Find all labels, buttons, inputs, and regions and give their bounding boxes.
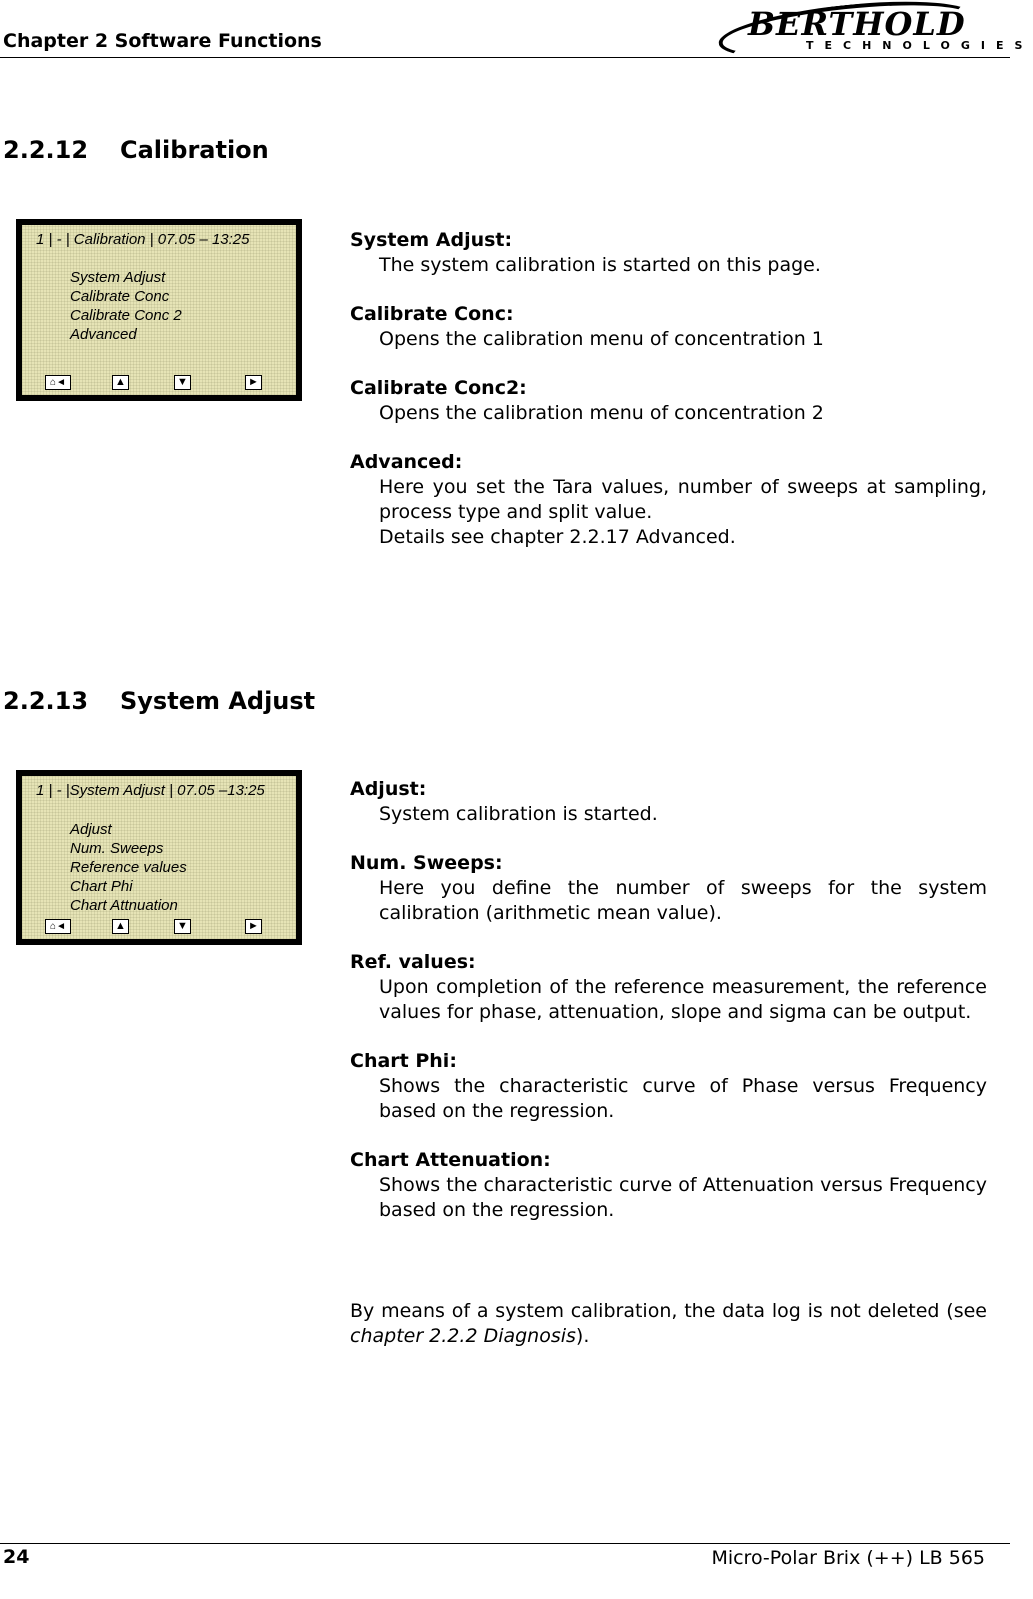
definition: Opens the calibration menu of concentration 1 xyxy=(379,328,824,350)
footer-divider xyxy=(0,1543,1010,1544)
section-number: 2.2.13 xyxy=(3,687,89,715)
term-chart-attenuation: Chart Attenuation: xyxy=(350,1149,551,1171)
section-heading-system-adjust xyxy=(3,687,315,715)
calibration-descriptions xyxy=(350,228,987,574)
section-title: Calibration xyxy=(120,136,269,164)
section-number: 2.2.12 xyxy=(3,136,89,164)
definition: Shows the characteristic curve of Attenuation versus Frequency based on the regression. xyxy=(379,1174,987,1221)
chapter-reference: chapter 2.2.2 Diagnosis xyxy=(350,1325,576,1347)
logo-subtext: TECHNOLOGIES xyxy=(806,39,1033,52)
screen-menu-item[interactable]: Chart Phi xyxy=(70,878,133,895)
up-arrow-button[interactable]: ▲ xyxy=(112,919,129,934)
screen-menu-item[interactable]: System Adjust xyxy=(70,269,166,286)
definition: Shows the characteristic curve of Phase versus Frequency based on the regression. xyxy=(379,1075,987,1122)
term-ref-values: Ref. values: xyxy=(350,951,476,973)
berthold-logo xyxy=(718,3,1033,55)
screen-menu-item[interactable]: Chart Attnuation xyxy=(70,897,178,914)
term-system-adjust: System Adjust: xyxy=(350,229,513,251)
definition: System calibration is started. xyxy=(379,803,658,825)
term-adjust: Adjust: xyxy=(350,778,427,800)
definition: Opens the calibration menu of concentration 2 xyxy=(379,402,824,424)
screen-menu-item[interactable]: Calibrate Conc 2 xyxy=(70,307,182,324)
chapter-title: Chapter 2 Software Functions xyxy=(3,30,322,52)
down-arrow-button[interactable]: ▼ xyxy=(174,375,191,390)
screen-menu-item[interactable]: Reference values xyxy=(70,859,187,876)
definition: Here you set the Tara values, number of sweeps at sampling, process type and split value. Details see chapter 2.2.17 Advanced. xyxy=(379,476,987,548)
definition: The system calibration is started on this page. xyxy=(379,254,821,276)
system-adjust-descriptions xyxy=(350,777,987,1247)
system-calibration-note: By means of a system calibration, the data log is not deleted (see chapter 2.2.2 Diagnosis). xyxy=(350,1300,987,1347)
screen-menu xyxy=(70,820,187,915)
right-arrow-button[interactable]: ► xyxy=(245,375,262,390)
screen-menu-item[interactable]: Calibrate Conc xyxy=(70,288,170,305)
term-chart-phi: Chart Phi: xyxy=(350,1050,457,1072)
screen-status-line: 1 | - | Calibration | 07.05 – 13:25 xyxy=(36,231,250,248)
up-arrow-button[interactable]: ▲ xyxy=(112,375,129,390)
screen-menu-item[interactable]: Adjust xyxy=(70,821,112,838)
home-back-button[interactable]: ⌂◄ xyxy=(45,375,71,390)
screen-menu-item[interactable]: Num. Sweeps xyxy=(70,840,164,857)
logo-text: BERTHOLD xyxy=(748,5,966,43)
term-advanced: Advanced: xyxy=(350,451,463,473)
definition: Here you define the number of sweeps for the system calibration (arithmetic mean value). xyxy=(379,877,987,924)
page-number: 24 xyxy=(3,1546,30,1568)
section-heading-calibration xyxy=(3,136,269,164)
screen-menu-item[interactable]: Advanced xyxy=(70,326,137,343)
home-back-button[interactable]: ⌂◄ xyxy=(45,919,71,934)
system-adjust-screen xyxy=(16,770,302,945)
header-divider xyxy=(0,57,1010,58)
section-title: System Adjust xyxy=(120,687,316,715)
screen-menu xyxy=(70,268,182,344)
term-num-sweeps: Num. Sweeps: xyxy=(350,852,503,874)
down-arrow-button[interactable]: ▼ xyxy=(174,919,191,934)
product-name: Micro-Polar Brix (++) LB 565 xyxy=(711,1547,985,1569)
term-calibrate-conc: Calibrate Conc: xyxy=(350,303,514,325)
right-arrow-button[interactable]: ► xyxy=(245,919,262,934)
screen-status-line: 1 | - |System Adjust | 07.05 –13:25 xyxy=(36,782,265,799)
calibration-screen xyxy=(16,219,302,401)
definition: Upon completion of the reference measurement, the reference values for phase, attenuation, slope and sigma can be output. xyxy=(379,976,987,1023)
term-calibrate-conc2: Calibrate Conc2: xyxy=(350,377,527,399)
